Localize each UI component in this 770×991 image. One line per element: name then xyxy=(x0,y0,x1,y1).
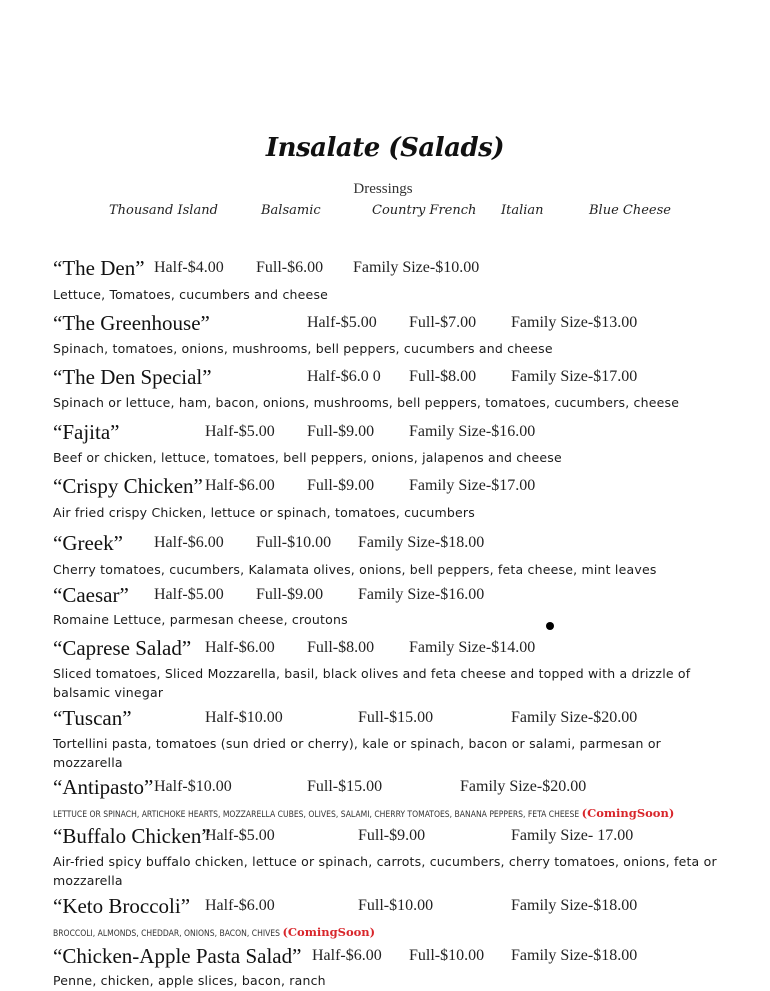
item-name: “Tuscan” xyxy=(53,706,132,730)
item-name: “The Den Special” xyxy=(53,365,212,389)
family-price: Family Size-$16.00 xyxy=(409,423,536,440)
family-price: Family Size-$10.00 xyxy=(353,259,480,276)
full-price: Full-$9.00 xyxy=(307,423,375,440)
item-description: Spinach, tomatoes, onions, mushrooms, bell peppers, cucumbers and cheese xyxy=(53,341,553,356)
full-price: Full-$6.00 xyxy=(256,259,324,276)
family-price: Family Size-$17.00 xyxy=(511,368,638,385)
dressing-option: Country French xyxy=(372,203,477,218)
family-price: Family Size-$18.00 xyxy=(511,947,638,964)
half-price: Half-$6.00 xyxy=(205,639,275,656)
full-price: Full-$8.00 xyxy=(409,368,477,385)
half-price: Half-$6.00 xyxy=(205,477,275,494)
item-name: “Fajita” xyxy=(53,420,120,444)
dressing-option: Blue Cheese xyxy=(589,203,671,218)
full-price: Full-$15.00 xyxy=(307,778,383,795)
item-name: “The Greenhouse” xyxy=(53,311,210,335)
full-price: Full-$9.00 xyxy=(358,827,426,844)
item-name: “Crispy Chicken” xyxy=(53,474,203,498)
coming-soon-badge: (ComingSoon) xyxy=(282,925,376,939)
dressing-option: Balsamic xyxy=(261,203,321,218)
item-description-text: BROCCOLI, ALMONDS, CHEDDAR, ONIONS, BACON, CHIVES xyxy=(53,929,280,939)
coming-soon-badge: (ComingSoon) xyxy=(581,806,675,820)
full-price: Full-$9.00 xyxy=(307,477,375,494)
half-price: Half-$4.00 xyxy=(154,259,224,276)
item-description xyxy=(53,923,753,944)
full-price: Full-$10.00 xyxy=(409,947,485,964)
item-description: Penne, chicken, apple slices, bacon, ranch xyxy=(53,973,326,988)
family-price: Family Size-$20.00 xyxy=(460,778,587,795)
item-description: Cherry tomatoes, cucumbers, Kalamata olives, onions, bell peppers, feta cheese, mint leaves xyxy=(53,562,657,577)
family-price: Family Size-$14.00 xyxy=(409,639,536,656)
half-price: Half-$5.00 xyxy=(154,586,224,603)
item-description: Sliced tomatoes, Sliced Mozzarella, basil, black olives and feta cheese and topped with a drizzle of balsamic vinegar xyxy=(53,666,691,700)
item-description: Tortellini pasta, tomatoes (sun dried or cherry), kale or spinach, bacon or salami, parmesan or mozzarella xyxy=(53,736,662,770)
family-price: Family Size-$20.00 xyxy=(511,709,638,726)
item-name: “Keto Broccoli” xyxy=(53,894,191,918)
item-name: “Caesar” xyxy=(53,583,129,607)
item-description: Lettuce, Tomatoes, cucumbers and cheese xyxy=(53,287,329,302)
item-description: Air-fried spicy buffalo chicken, lettuce or spinach, carrots, cucumbers, cherry tomatoes, onions, feta or mozzarella xyxy=(53,854,717,888)
full-price: Full-$10.00 xyxy=(358,897,434,914)
item-name: “Chicken-Apple Pasta Salad” xyxy=(53,944,302,968)
family-price: Family Size-$18.00 xyxy=(358,534,485,551)
full-price: Full-$8.00 xyxy=(307,639,375,656)
half-price: Half-$5.00 xyxy=(205,423,275,440)
item-name: “Caprese Salad” xyxy=(53,636,192,660)
item-name: “Greek” xyxy=(53,531,123,555)
full-price: Full-$15.00 xyxy=(358,709,434,726)
family-price: Family Size-$17.00 xyxy=(409,477,536,494)
half-price: Half-$6.00 xyxy=(205,897,275,914)
half-price: Half-$6.0 0 xyxy=(307,368,381,385)
full-price: Full-$7.00 xyxy=(409,314,477,331)
full-price: Full-$9.00 xyxy=(256,586,324,603)
item-name: “Antipasto” xyxy=(53,775,154,799)
dressings-label: Dressings xyxy=(353,181,413,197)
item-name: “Buffalo Chicken” xyxy=(53,824,211,848)
item-description: Spinach or lettuce, ham, bacon, onions, mushrooms, bell peppers, tomatoes, cucumbers, cheese xyxy=(53,395,680,410)
half-price: Half-$5.00 xyxy=(307,314,377,331)
item-description: Air fried crispy Chicken, lettuce or spinach, tomatoes, cucumbers xyxy=(53,505,475,520)
half-price: Half-$10.00 xyxy=(205,709,283,726)
dressing-option: Italian xyxy=(501,203,544,218)
half-price: Half-$10.00 xyxy=(154,778,232,795)
half-price: Half-$6.00 xyxy=(312,947,382,964)
full-price: Full-$10.00 xyxy=(256,534,332,551)
dressing-option: Thousand Island xyxy=(109,203,218,218)
item-description: Romaine Lettuce, parmesan cheese, croutons xyxy=(53,612,348,627)
family-price: Family Size- 17.00 xyxy=(511,827,634,844)
half-price: Half-$5.00 xyxy=(205,827,275,844)
half-price: Half-$6.00 xyxy=(154,534,224,551)
page-title: Insalate (Salads) xyxy=(265,133,505,163)
family-price: Family Size-$13.00 xyxy=(511,314,638,331)
bullet-dot xyxy=(546,622,554,630)
item-description xyxy=(53,804,753,825)
item-description: Beef or chicken, lettuce, tomatoes, bell peppers, onions, jalapenos and cheese xyxy=(53,450,562,465)
family-price: Family Size-$16.00 xyxy=(358,586,485,603)
family-price: Family Size-$18.00 xyxy=(511,897,638,914)
item-description-text: LETTUCE OR SPINACH, ARTICHOKE HEARTS, MOZZARELLA CUBES, OLIVES, SALAMI, CHERRY TOMATOES, BANANA PEPPERS, FETA CHEESE xyxy=(53,810,580,820)
item-name: “The Den” xyxy=(53,256,145,280)
